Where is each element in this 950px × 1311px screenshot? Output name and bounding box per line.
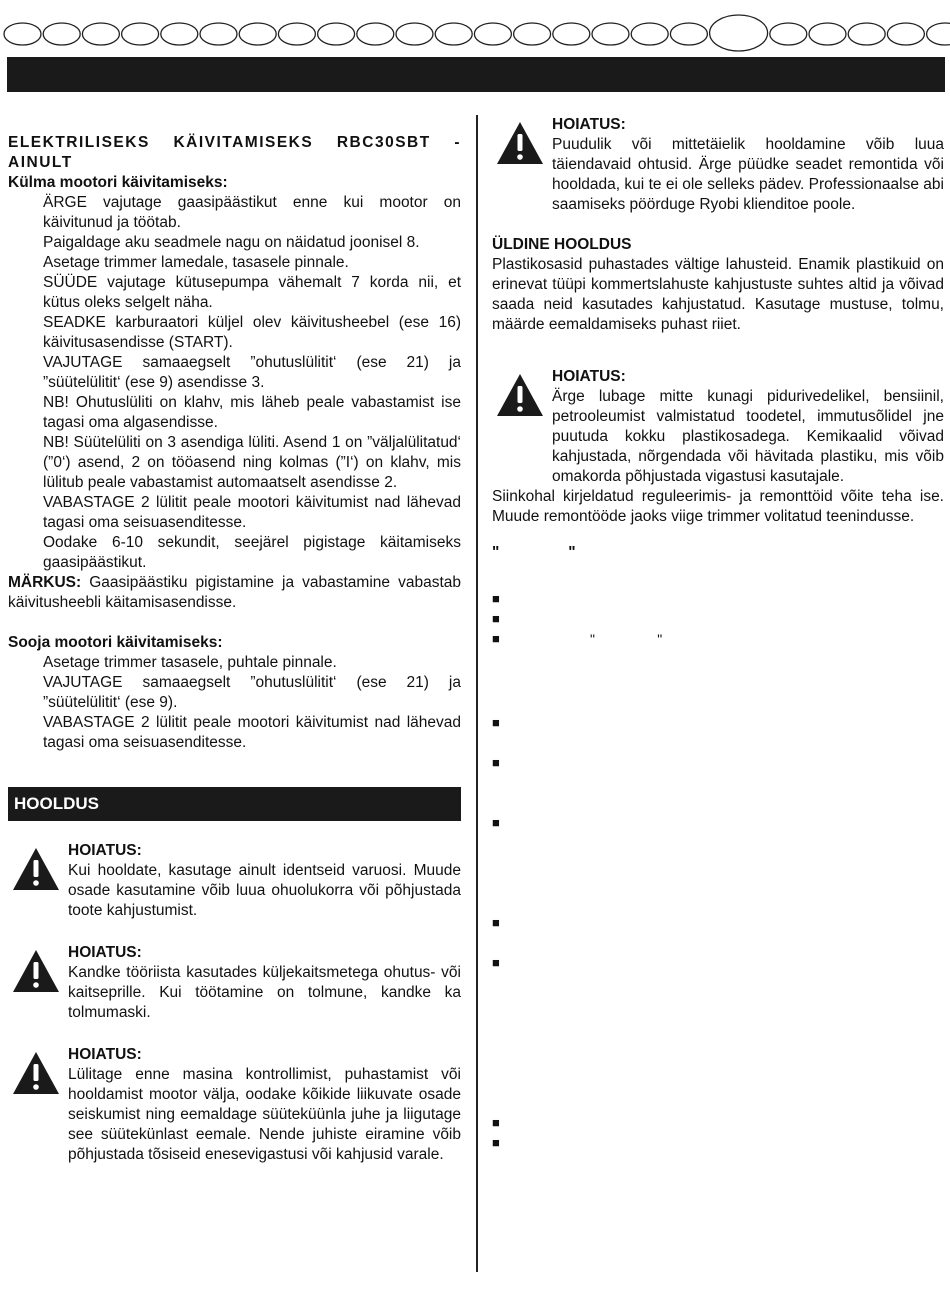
page-tab-ovals [0, 14, 950, 56]
bullet-item: ■ [492, 1115, 500, 1130]
warning-triangle-icon [12, 949, 60, 993]
page-oval [200, 23, 237, 45]
warning-text: Kui hooldate, kasutage ainult identseid varuosi. Muude osade kasutamine võib luua ohuolukorra või põhjustada toote kahjustumist. [68, 862, 461, 919]
bullet-item: ■ [492, 915, 500, 930]
warm-step: VAJUTAGE samaaegselt ”ohutuslülitit‘ (ese 21) ja ”süütelülitit‘ (ese 9). [43, 674, 461, 711]
page-oval [848, 23, 885, 45]
cold-step: VABASTAGE 2 lülitit peale mootori käivitumist nad lähevad tagasi oma seisuasenditesse. [43, 494, 461, 531]
bullet-item: ■ [492, 955, 500, 970]
page-oval [4, 23, 41, 45]
general-maintenance-title: ÜLDINE HOOLDUS [492, 236, 632, 253]
cold-step: ÄRGE vajutage gaasipäästikut enne kui mootor on käivitunud ja töötab. [43, 194, 461, 231]
note-text: Gaasipäästiku pigistamine ja vabastamine vabastab käivitusheebli käitamisasendisse. [8, 574, 461, 611]
page-oval [318, 23, 355, 45]
cold-step: Paigaldage aku seadmele nagu on näidatud joonisel 8. [43, 234, 420, 251]
bullet-item: ■ " " [492, 631, 663, 647]
cold-step: Asetage trimmer lamedale, tasasele pinnale. [43, 254, 349, 271]
warning-text: Kandke tööriista kasutades küljekaitsmetega ohutus- või kaitseprille. Kui töötamine on tolmune, kandke ka tolmumaski. [68, 964, 461, 1021]
page-oval [474, 23, 511, 45]
warm-start-title: Sooja mootori käivitamiseks: [8, 634, 223, 651]
warning-block [8, 1045, 461, 1165]
cold-start-title: Külma mootori käivitamiseks: [8, 174, 228, 191]
bullet-item: ■ [492, 755, 500, 770]
page-oval [670, 23, 707, 45]
bullet-item: ■ [492, 591, 500, 606]
warning-title: HOIATUS: [68, 842, 142, 859]
cold-step: SEADKE karburaatori küljel olev käivitusheebel (ese 16) käivitusasendisse (START). [43, 314, 461, 351]
column-divider [476, 115, 478, 1272]
page-oval [553, 23, 590, 45]
bullet-quote: " " [590, 631, 663, 647]
current-page-oval [710, 15, 768, 51]
page-oval [887, 23, 924, 45]
page-oval [357, 23, 394, 45]
quote-line: " " [492, 544, 576, 561]
page-oval [770, 23, 807, 45]
warning-text: Puudulik või mittetäielik hooldamine võib luua täiendavaid ohtusid. Ärge püüdke seadet remontida või hooldada, kui te ei ole selleks pädev. Professionaalse abi saamiseks pöörduge Ryobi klienditoe poole. [552, 136, 944, 213]
warning-text: Ärge lubage mitte kunagi pidurivedelikel, bensiinil, petrooleumist valmistatud toodetel, immutusõlidel jne puutuda kokku plastikosadega. Kemikaalid võivad kahjustada, nõrgendada või hävitada plastiku, mis võib omakorda põhjustada vigastusi kasutajale. [552, 388, 944, 485]
page-oval [82, 23, 119, 45]
note-label: MÄRKUS: [8, 574, 82, 591]
note-paragraph [8, 573, 461, 613]
warning-title: HOIATUS: [68, 1046, 142, 1063]
bullet-item: ■ [492, 611, 500, 626]
cold-step: SÜÜDE vajutage kütusepumpa vähemalt 7 korda nii, et kütus oleks selgelt näha. [43, 274, 461, 311]
warning-triangle-icon [496, 121, 544, 165]
warm-step: VABASTAGE 2 lülitit peale mootori käivitumist nad lähevad tagasi oma seisuasenditesse. [43, 714, 461, 751]
page-oval [631, 23, 668, 45]
cold-step: VAJUTAGE samaaegselt ”ohutuslülitit‘ (ese 21) ja ”süütelülitit‘ (ese 9) asendisse 3. [43, 354, 461, 391]
page-oval [161, 23, 198, 45]
page-oval [514, 23, 551, 45]
cold-step: Oodake 6-10 sekundit, seejärel pigistage käitamiseks gaasipäästikut. [43, 534, 461, 571]
bullet-item: ■ [492, 715, 500, 730]
warning-title: HOIATUS: [68, 944, 142, 961]
right-column [492, 115, 944, 1153]
page-oval [278, 23, 315, 45]
page-oval [43, 23, 80, 45]
page-oval [435, 23, 472, 45]
page-oval [396, 23, 433, 45]
section-heading-electric-start: ELEKTRILISEKS KÄIVITAMISEKS RBC30SBT - AINULT [8, 134, 461, 171]
page-oval [122, 23, 159, 45]
closing-paragraph: Siinkohal kirjeldatud reguleerimis- ja remonttöid võite teha ise. Muude remontööde jaoks viige trimmer volitatud teenindusse. [492, 488, 944, 525]
warning-text: Lülitage enne masina kontrollimist, puhastamist või hooldamist mootor välja, oodake kõikide liikuvate osade seiskumist ning eemaldage süüteküünla juhe ja liigutage see süütekünlast eemale. Nende juhiste eiramine võib põhjustada tõsiseid enesevigastusi või kahjusid varale. [68, 1066, 461, 1163]
hooldus-section-header: HOOLDUS [8, 787, 461, 821]
page-oval [239, 23, 276, 45]
warning-triangle-icon [12, 1051, 60, 1095]
page-oval [927, 23, 950, 45]
cold-step: NB! Ohutuslüliti on klahv, mis läheb peale vabastamist ise tagasi oma algasendisse. [43, 394, 461, 431]
warning-triangle-icon [12, 847, 60, 891]
warning-title: HOIATUS: [552, 368, 626, 385]
left-column [8, 133, 461, 1165]
cold-step: NB! Süütelüliti on 3 asendiga lüliti. Asend 1 on ”väljalülitatud‘ (”0‘) asend, 2 on tööasend ning kolmas (”I‘) on klahv, mis lülitub peale vabastamist automaatselt asendisse 2. [43, 434, 461, 491]
warning-block [8, 943, 461, 1023]
warning-block [492, 115, 944, 215]
warning-triangle-icon [496, 373, 544, 417]
bullet-item: ■ [492, 815, 500, 830]
header-bar [7, 57, 945, 92]
bullet-item: ■ [492, 1135, 500, 1150]
general-maintenance-text: Plastikosasid puhastades vältige lahusteid. Enamik plastikuid on erinevat tüüpi kommertslahuste kahjustuste suhtes altid ja võivad saada neid kasutades kahjustatud. Kasutage mustuse, tolmu, määrde eemaldamiseks puhast riiet. [492, 256, 944, 333]
page-oval [809, 23, 846, 45]
page-oval [592, 23, 629, 45]
warning-block [8, 841, 461, 921]
warning-title: HOIATUS: [552, 116, 626, 133]
warning-block [492, 367, 944, 487]
warm-step: Asetage trimmer tasasele, puhtale pinnale. [43, 654, 337, 671]
